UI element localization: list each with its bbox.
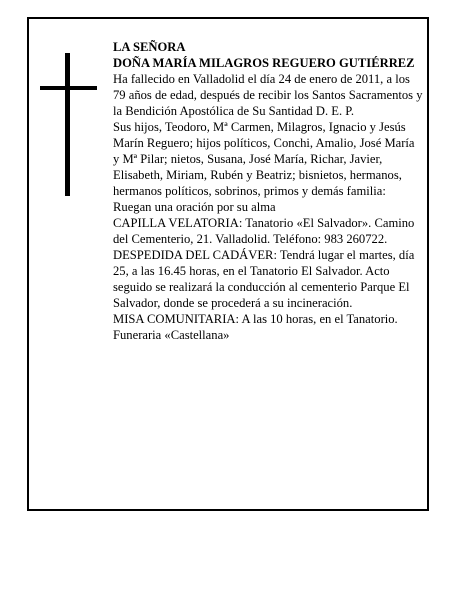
paragraph-family: Sus hijos, Teodoro, Mª Carmen, Milagros, Ignacio y Jesús Marín Reguero; hijos políticos, Conchi, Amalio, José María y Mª Pilar; nietos, Susana, José María, Richar, Javier, Elisabeth, Miriam, Rubén y Beatriz; bisnietos, hermanos, hermanos políticos, sobrinos, primos y demás familia: [113, 120, 415, 198]
paragraph-chapel: CAPILLA VELATORIA: Tanatorio «El Salvador». Camino del Cementerio, 21. Valladolid. Teléfono: 983 260722. [113, 216, 415, 246]
notice-text [113, 39, 423, 343]
paragraph-farewell: DESPEDIDA DEL CADÁVER: Tendrá lugar el martes, día 25, a las 16.45 horas, en el Tanatorio El Salvador. Acto seguido se realizará la conducción al cementerio Parque El Salvador, donde se procederá a su incineración. [113, 248, 415, 310]
cross-icon-vertical-bar [65, 53, 70, 196]
paragraph-prayer: Ruegan una oración por su alma [113, 200, 276, 214]
title-line-2: DOÑA MARÍA MILAGROS REGUERO GUTIÉRREZ [113, 56, 415, 70]
paragraph-death-announcement: Ha fallecido en Valladolid el día 24 de enero de 2011, a los 79 años de edad, después de recibir los Santos Sacramentos y la Bendición Apostólica de Su Santidad D. E. P. [113, 72, 423, 118]
title-line-1: LA SEÑORA [113, 40, 186, 54]
paragraph-mass: MISA COMUNITARIA: A las 10 horas, en el Tanatorio. [113, 312, 398, 326]
cross-icon-horizontal-bar [40, 86, 97, 90]
paragraph-funeral-home: Funeraria «Castellana» [113, 328, 230, 342]
